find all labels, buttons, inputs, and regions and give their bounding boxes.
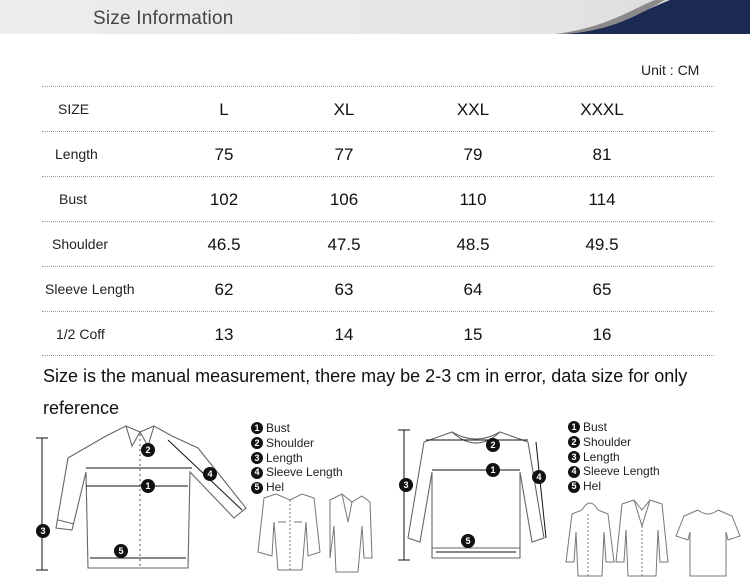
- table-cell: 49.5: [585, 235, 619, 254]
- table-cell: 106: [329, 190, 359, 209]
- table-cell: 16: [592, 325, 612, 344]
- table-cell: 79: [463, 145, 483, 164]
- shirt-diagram: [28, 420, 253, 580]
- legend-label: Hel: [583, 479, 602, 494]
- shirt-legend: [251, 421, 343, 495]
- marker-bust: 1: [141, 479, 155, 493]
- marker-hem: 5: [461, 534, 475, 548]
- jacket-thumbnails: [244, 492, 374, 578]
- legend-item: [251, 465, 343, 480]
- row-label: Length: [55, 146, 98, 162]
- row-label: Shoulder: [52, 236, 109, 252]
- table-cell: 81: [592, 145, 612, 164]
- number-badge: 5: [568, 481, 580, 493]
- number-badge: 3: [568, 451, 580, 463]
- number-badge: 4: [251, 467, 263, 479]
- shirt-outline: [28, 420, 253, 580]
- legend-label: Length: [266, 450, 303, 465]
- table-cell: 14: [334, 325, 354, 344]
- legend-item: [251, 451, 343, 466]
- legend-label: Shoulder: [583, 434, 632, 449]
- table-cell: 62: [214, 280, 234, 299]
- marker-bust: 1: [486, 463, 500, 477]
- header-l: L: [219, 100, 229, 119]
- legend-item: [568, 450, 660, 465]
- table-cell: 64: [463, 280, 483, 299]
- legend-label: Bust: [583, 420, 608, 434]
- marker-shoulder: 2: [486, 438, 500, 452]
- knitwear-sketches: [562, 496, 742, 580]
- header-xl: XL: [333, 100, 355, 119]
- number-badge: 1: [568, 421, 580, 433]
- sweater-outline: [396, 420, 556, 570]
- legend-item: [568, 464, 660, 479]
- number-badge: 4: [568, 466, 580, 478]
- table-cell: 15: [463, 325, 483, 344]
- page-title: Size Information: [93, 8, 234, 29]
- table-cell: 48.5: [456, 235, 490, 254]
- sweater-diagram: [396, 420, 556, 570]
- table-cell: 65: [592, 280, 612, 299]
- table-cell: 75: [214, 145, 234, 164]
- table-cell: 47.5: [327, 235, 361, 254]
- marker-sleeve-length: 4: [532, 470, 546, 484]
- row-label: Bust: [59, 191, 88, 207]
- row-label: 1/2 Coff: [56, 326, 105, 342]
- table-cell: 77: [334, 145, 354, 164]
- number-badge: 1: [251, 422, 263, 434]
- number-badge: 2: [251, 437, 263, 449]
- table-row: [42, 311, 714, 356]
- marker-length: 3: [399, 478, 413, 492]
- header-xxl: XXL: [456, 100, 490, 119]
- sweater-legend: [568, 420, 660, 494]
- header-size: SIZE: [58, 101, 90, 117]
- legend-item: [568, 420, 660, 435]
- number-badge: 2: [568, 436, 580, 448]
- size-table: [42, 86, 714, 356]
- table-cell: 13: [214, 325, 234, 344]
- knitwear-thumbnails: [562, 496, 742, 580]
- table-cell: 46.5: [207, 235, 241, 254]
- header-xxxl: XXXL: [580, 100, 624, 119]
- measurement-note: Size is the manual measurement, there may be 2-3 cm in error, data size for only reference: [43, 366, 688, 418]
- header-banner: [0, 0, 750, 40]
- unit-label: Unit : CM: [641, 62, 700, 78]
- number-badge: 3: [251, 452, 263, 464]
- marker-length: 3: [36, 524, 50, 538]
- legend-item: [251, 421, 343, 436]
- table-header-row: [42, 86, 714, 131]
- table-row: [42, 221, 714, 266]
- table-cell: 102: [209, 190, 239, 209]
- legend-label: Sleeve Length: [583, 464, 660, 479]
- legend-label: Sleeve Length: [266, 465, 343, 480]
- table-cell: 63: [334, 280, 354, 299]
- jacket-sketches: [244, 492, 374, 578]
- table-cell: 114: [588, 190, 616, 209]
- legend-item: [568, 479, 660, 494]
- marker-hem: 5: [114, 544, 128, 558]
- legend-label: Length: [583, 449, 620, 464]
- table-row: [42, 131, 714, 176]
- legend-label: Hel: [266, 480, 285, 495]
- marker-shoulder: 2: [141, 443, 155, 457]
- number-badge: 5: [251, 482, 263, 494]
- legend-item: [568, 435, 660, 450]
- table-row: [42, 176, 714, 221]
- legend-label: Bust: [266, 421, 291, 435]
- legend-label: Shoulder: [266, 435, 315, 450]
- legend-item: [251, 436, 343, 451]
- marker-sleeve-length: 4: [203, 467, 217, 481]
- table-cell: 110: [459, 190, 487, 209]
- row-label: Sleeve Length: [45, 281, 135, 297]
- table-row: [42, 266, 714, 311]
